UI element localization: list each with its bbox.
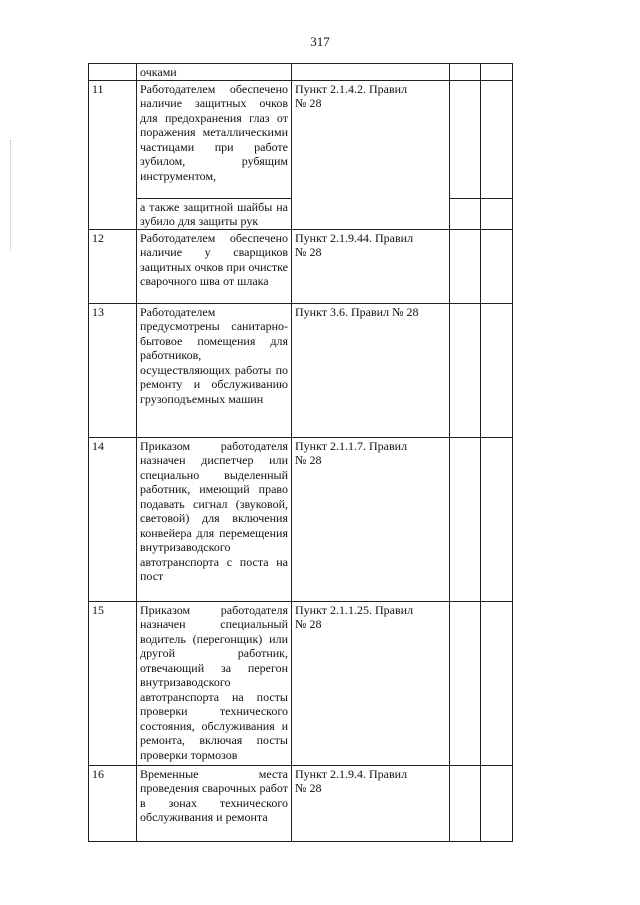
requirement-text: а также защитной шайбы на зубило для защиты рук: [137, 198, 292, 229]
answer-cell: [481, 198, 513, 229]
table-row: [89, 765, 513, 841]
row-number: [89, 64, 137, 81]
requirement-text: Работодателем обеспечено наличие у сварщиков защитных очков при очистке сварочного шва от шлака: [137, 229, 292, 303]
row-number: 11: [89, 80, 137, 229]
reference-line: № 28: [295, 453, 322, 467]
answer-cell: [481, 601, 513, 765]
answer-cell: [481, 437, 513, 601]
answer-cell: [450, 198, 481, 229]
requirement-text: Временные места проведения сварочных работ в зонах технического обслуживания и ремонта: [137, 765, 292, 841]
requirement-text: Работодателем предусмотрены санитарно-бытовое помещения для работников, осуществляющих работы по ремонту и обслуживанию грузоподъемных машин: [137, 303, 292, 437]
table-row: [89, 64, 513, 81]
table-row: [89, 303, 513, 437]
reference-line: № 28: [295, 781, 322, 795]
table-row: [89, 80, 513, 198]
row-number: 15: [89, 601, 137, 765]
answer-cell: [450, 765, 481, 841]
table-row: [89, 437, 513, 601]
reference-cell: [292, 437, 450, 601]
answer-cell: [450, 437, 481, 601]
requirement-text: Работодателем обеспечено наличие защитных очков для предохранения глаз от поражения металлическими частицами при работе зубилом, рубящим инструментом,: [137, 80, 292, 198]
answer-cell: [481, 80, 513, 198]
reference-cell: [292, 229, 450, 303]
reference-cell: [292, 64, 450, 81]
table-row: [89, 229, 513, 303]
reference-line: № 28: [295, 617, 322, 631]
answer-cell: [481, 765, 513, 841]
reference-line: Пункт 3.6. Правил № 28: [295, 304, 419, 319]
reference-line: № 28: [295, 96, 322, 110]
row-number: 12: [89, 229, 137, 303]
requirement-text: Приказом работодателя назначен специальный водитель (перегонщик) или другой работник, отвечающий за перегон внутризаводского автотранспорта на посты проверки технического состояния, обслуживания и ремонта, включая посты проверки тормозов: [137, 601, 292, 765]
requirement-text: очками: [137, 64, 292, 81]
answer-cell: [450, 64, 481, 81]
reference-line: Пункт 2.1.9.44. Правил: [295, 230, 414, 245]
reference-line: Пункт 2.1.9.4. Правил: [295, 766, 408, 781]
answer-cell: [481, 229, 513, 303]
answer-cell: [450, 601, 481, 765]
reference-line: № 28: [295, 245, 322, 259]
reference-cell: [292, 765, 450, 841]
row-number: 13: [89, 303, 137, 437]
answer-cell: [481, 303, 513, 437]
answer-cell: [481, 64, 513, 81]
table-row: [89, 601, 513, 765]
reference-cell: [292, 303, 450, 437]
scan-edge-mark: [10, 140, 12, 250]
row-number: 14: [89, 437, 137, 601]
answer-cell: [450, 229, 481, 303]
reference-line: Пункт 2.1.4.2. Правил: [295, 81, 408, 96]
reference-line: Пункт 2.1.1.7. Правил: [295, 438, 408, 453]
row-number: 16: [89, 765, 137, 841]
page-number: 317: [310, 34, 330, 49]
reference-cell: [292, 601, 450, 765]
checklist-table: [88, 63, 513, 842]
reference-line: Пункт 2.1.1.25. Правил: [295, 602, 414, 617]
reference-cell: [292, 80, 450, 229]
requirement-text: Приказом работодателя назначен диспетчер или специально выделенный работник, имеющий право подавать сигнал (звуковой, световой) для включения конвейера для перемещения внутризаводского автотранспорта с поста на пост: [137, 437, 292, 601]
answer-cell: [450, 80, 481, 198]
answer-cell: [450, 303, 481, 437]
